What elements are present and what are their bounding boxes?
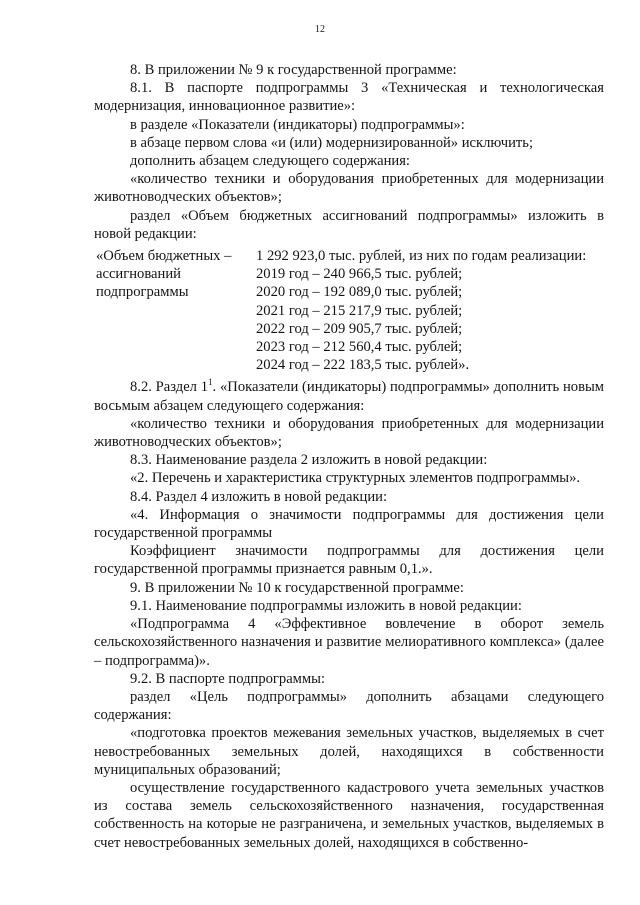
- paragraph: 8.4. Раздел 4 изложить в новой редакции:: [130, 488, 388, 505]
- paragraph: раздел «Цель подпрограммы» дополнить абзацами следующего содержания:: [94, 688, 604, 724]
- paragraph: 9.2. В паспорте подпрограммы:: [130, 670, 326, 687]
- page-number: 12: [315, 24, 325, 35]
- budget-label-line: подпрограммы: [96, 284, 189, 301]
- budget-value-line: 2019 год – 240 966,5 тыс. рублей;: [256, 266, 463, 283]
- budget-table: [96, 247, 604, 374]
- section-8-2-superscript: 1: [208, 377, 213, 388]
- paragraph: раздел «Объем бюджетных ассигнований подпрограммы» изложить в новой редакции:: [94, 207, 604, 242]
- budget-label-line: «Объем бюджетных –: [96, 248, 232, 265]
- paragraph: «подготовка проектов межевания земельных участков, выделяемых в счет невостребованных земельных долей, находящихся в собственности муниципальных образований;: [94, 725, 604, 778]
- budget-value-line: 1 292 923,0 тыс. рублей, из них по годам реализации:: [256, 248, 587, 265]
- budget-table-values: [256, 247, 604, 374]
- paragraph: «4. Информация о значимости подпрограммы для достижения цели государственной программы: [94, 506, 604, 542]
- paragraph: в разделе «Показатели (индикаторы) подпрограммы»:: [130, 116, 465, 133]
- budget-value-line: 2020 год – 192 089,0 тыс. рублей;: [256, 284, 463, 301]
- budget-value-line: 2023 год – 212 560,4 тыс. рублей;: [256, 339, 463, 356]
- paragraph: 8.3. Наименование раздела 2 изложить в новой редакции:: [130, 452, 488, 469]
- paragraph: дополнить абзацем следующего содержания:: [130, 153, 410, 170]
- paragraph: «Подпрограмма 4 «Эффективное вовлечение в оборот земель сельскохозяйственного назначения и развитие мелиоративного комплекса» (далее – подпрограмма)».: [94, 616, 604, 669]
- paragraph-section-8-2: [94, 378, 604, 414]
- paragraph: 8.1. В паспорте подпрограммы 3 «Техническая и технологическая модернизация, инновационное развитие»:: [94, 80, 604, 115]
- budget-value-line: 2021 год – 215 217,9 тыс. рублей;: [256, 302, 463, 319]
- paragraph: 8. В приложении № 9 к государственной программе:: [130, 62, 457, 78]
- paragraph: 9. В приложении № 10 к государственной программе:: [130, 579, 464, 596]
- section-8-2-before: 8.2. Раздел 1: [130, 379, 209, 396]
- paragraph: «2. Перечень и характеристика структурных элементов подпрограммы».: [130, 470, 581, 487]
- paragraph: 9.1. Наименование подпрограммы изложить в новой редакции:: [130, 597, 522, 614]
- paragraph: «количество техники и оборудования приобретенных для модернизации животноводческих объектов»;: [94, 171, 604, 206]
- paragraph: Коэффициент значимости подпрограммы для достижения цели государственной программы признается равным 0,1.».: [94, 543, 604, 578]
- budget-label-line: ассигнований: [96, 266, 181, 283]
- paragraph: в абзаце первом слова «и (или) модернизированной» исключить;: [130, 134, 533, 151]
- budget-value-line: 2022 год – 209 905,7 тыс. рублей;: [256, 320, 463, 337]
- budget-table-label: [96, 247, 256, 374]
- section-8-2-after: . «Показатели (индикаторы) подпрограммы» дополнить новым восьмым абзацем следующего содержания:: [94, 379, 604, 414]
- paragraph: «количество техники и оборудования приобретенных для модернизации животноводческих объектов»;: [94, 415, 604, 451]
- paragraph: осуществление государственного кадастрового учета земельных участков из состава земель сельскохозяйственного назначения, государственная собственность на которые не разграничена, и земельных участков, выделяемых в счет невостребованных земельных долей, находящихся в собственно-: [94, 779, 604, 851]
- document-body: [94, 61, 604, 852]
- budget-value-line: 2024 год – 222 183,5 тыс. рублей».: [256, 357, 470, 374]
